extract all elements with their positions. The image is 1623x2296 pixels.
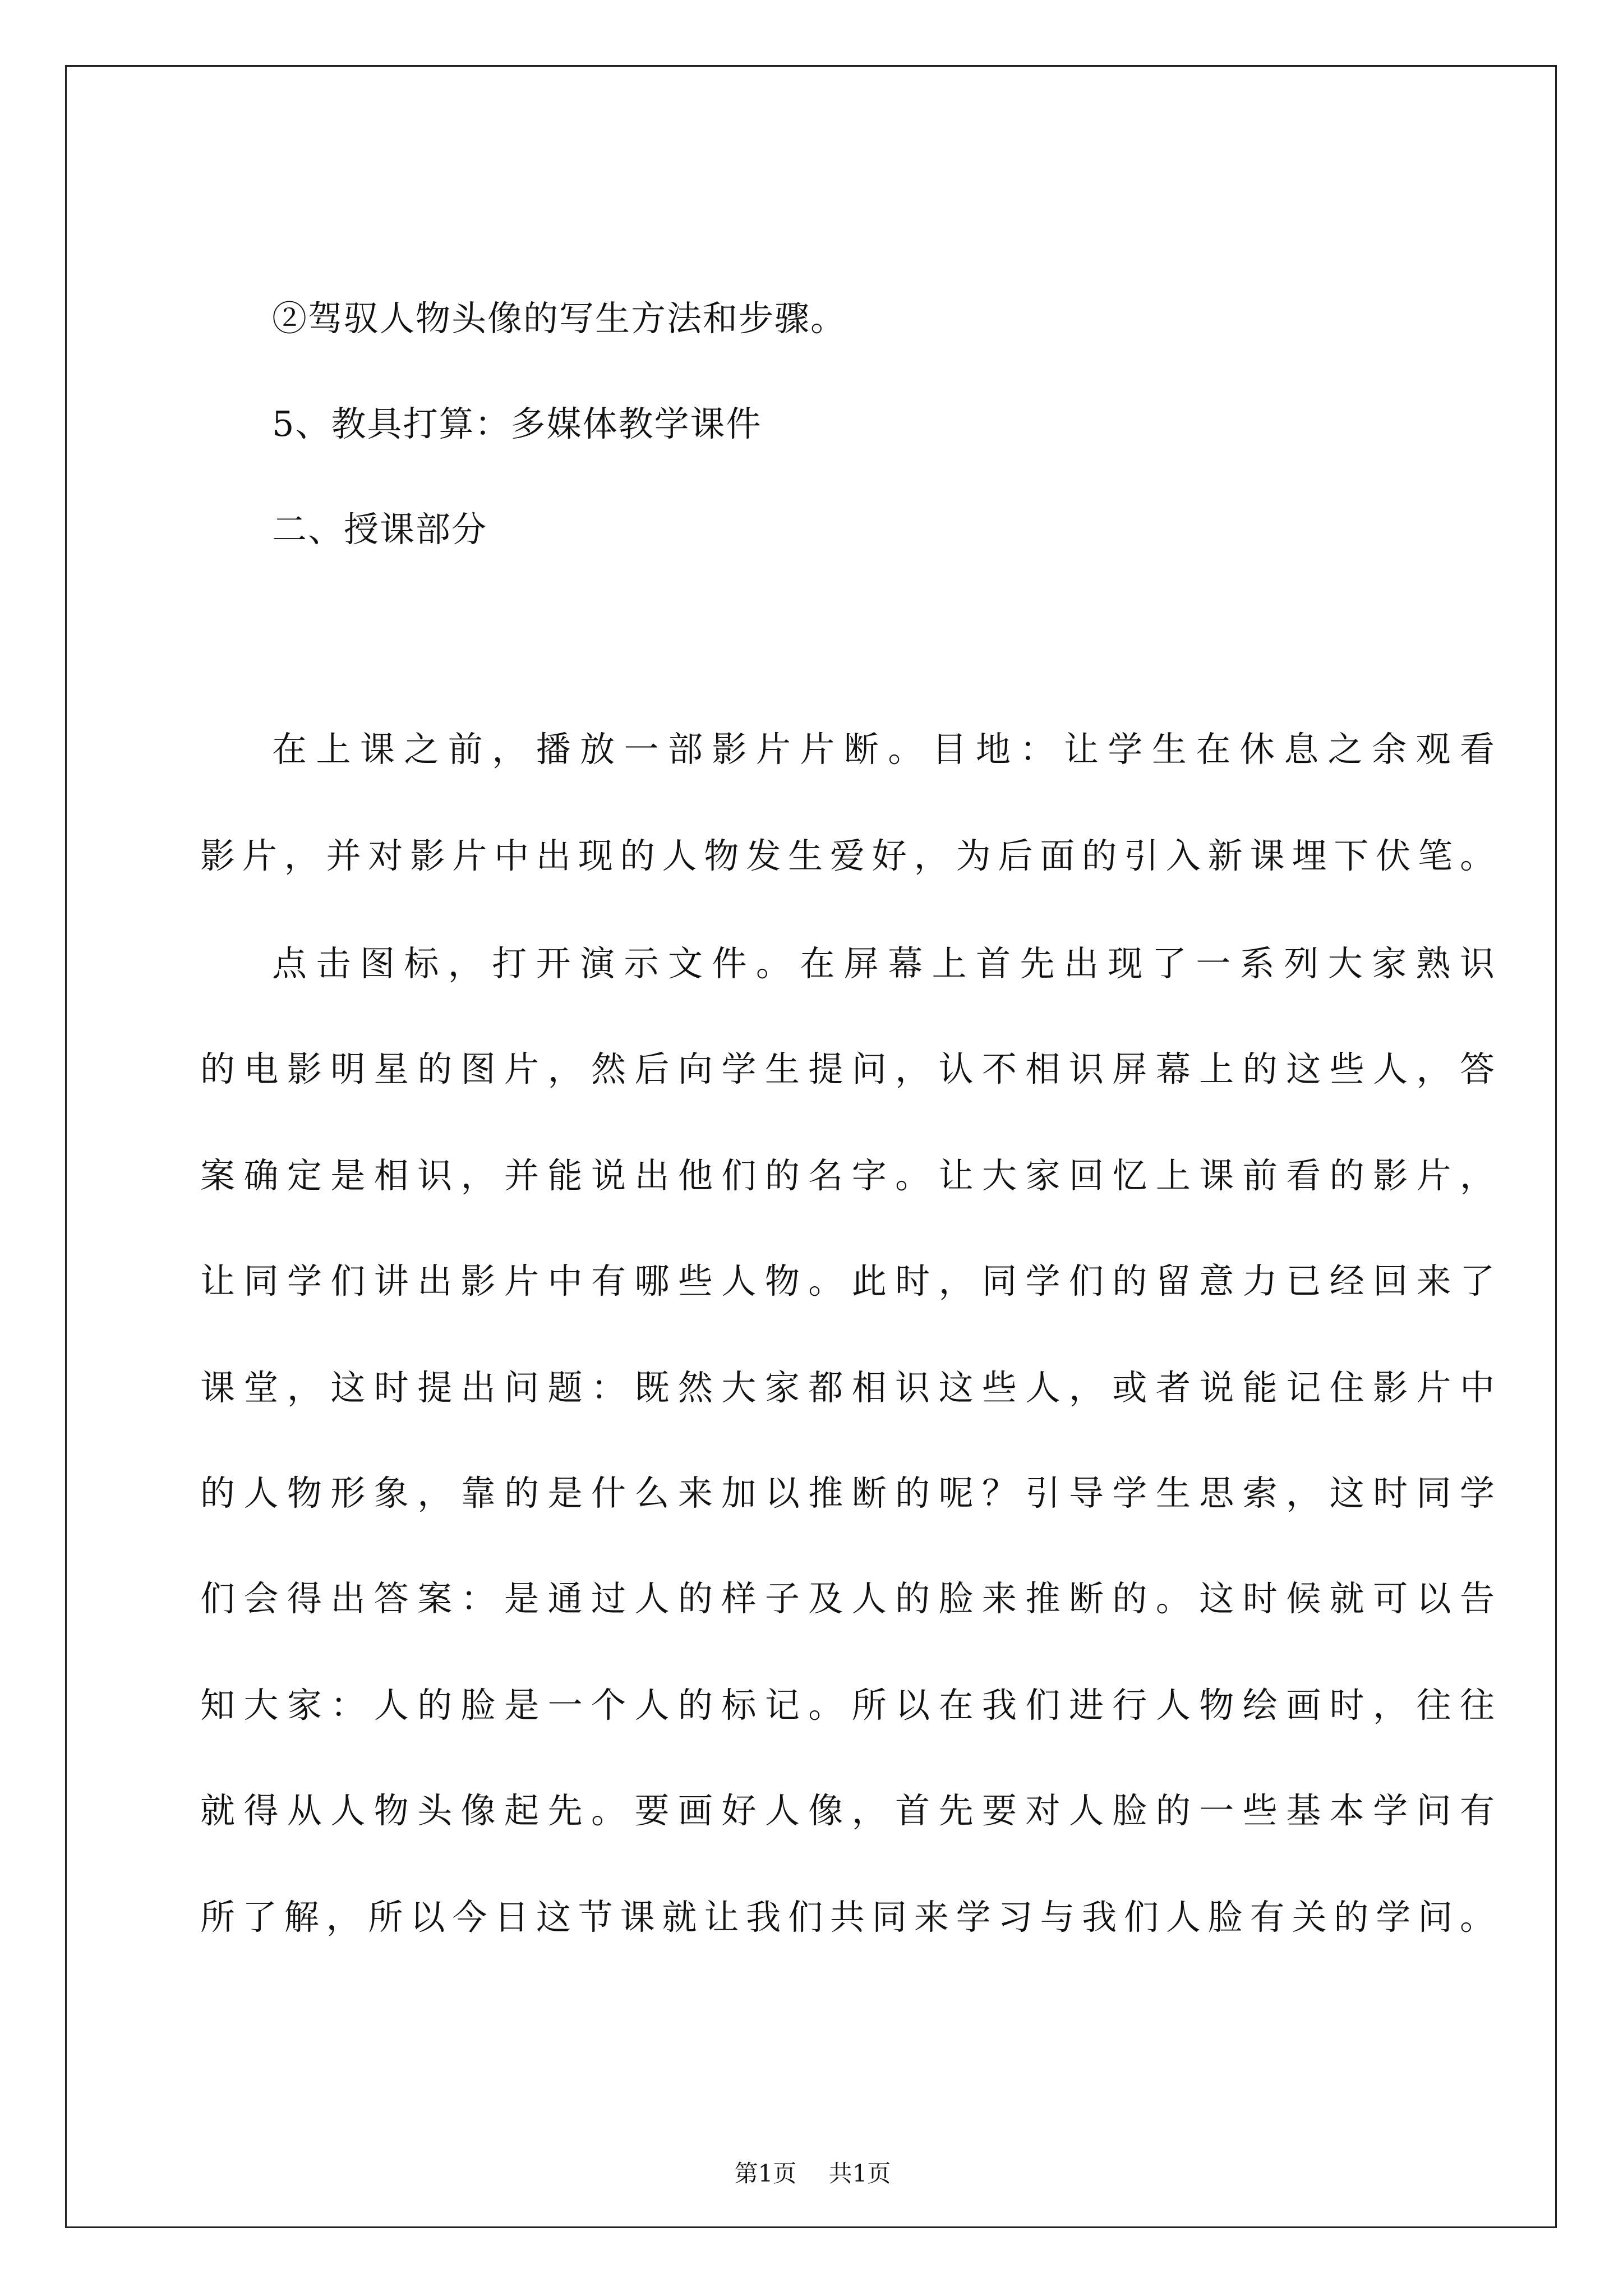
page-number: 第1页 xyxy=(734,2160,797,2187)
paragraph1-line-2: 影片，并对影片中出现的人物发生爱好，为后面的引入新课埋下伏笔。 xyxy=(200,835,1496,876)
paragraph1-line-1: 在上课之前，播放一部影片片断。目地：让学生在休息之余观看 xyxy=(272,729,1496,770)
page-frame xyxy=(65,65,1557,2228)
paragraph2-line-1: 点击图标，打开演示文件。在屏幕上首先出现了一系列大家熟识 xyxy=(272,943,1496,984)
paragraph2-line-2: 的电影明星的图片，然后向学生提问，认不相识屏幕上的这些人，答 xyxy=(200,1048,1496,1089)
paragraph2-line-7: 们会得出答案：是通过人的样子及人的脸来推断的。这时候就可以告 xyxy=(200,1578,1496,1619)
paragraph2-line-4: 让同学们讲出影片中有哪些人物。此时，同学们的留意力已经回来了 xyxy=(200,1260,1496,1301)
paragraph2-line-3: 案确定是相识，并能说出他们的名字。让大家回忆上课前看的影片， xyxy=(200,1155,1496,1196)
paragraph2-line-8: 知大家：人的脸是一个人的标记。所以在我们进行人物绘画时，往往 xyxy=(200,1685,1496,1726)
paragraph2-line-5: 课堂，这时提出问题：既然大家都相识这些人，或者说能记住影片中 xyxy=(200,1367,1496,1408)
paragraph2-line-9: 就得从人物头像起先。要画好人像，首先要对人脸的一些基本学问有 xyxy=(200,1790,1496,1831)
paragraph2-line-6: 的人物形象，靠的是什么来加以推断的呢？引导学生思索，这时同学 xyxy=(200,1473,1496,1513)
page-footer xyxy=(67,2157,1559,2191)
page-total: 共1页 xyxy=(828,2160,891,2187)
paragraph2-line-10: 所了解，所以今日这节课就让我们共同来学习与我们人脸有关的学问。 xyxy=(200,1897,1496,1938)
section-heading-lecture: 二、授课部分 xyxy=(272,509,488,550)
text-line-teaching-aids: 5、教具打算：多媒体教学课件 xyxy=(272,403,762,444)
text-line-method: ②驾驭人物头像的写生方法和步骤。 xyxy=(272,298,847,339)
